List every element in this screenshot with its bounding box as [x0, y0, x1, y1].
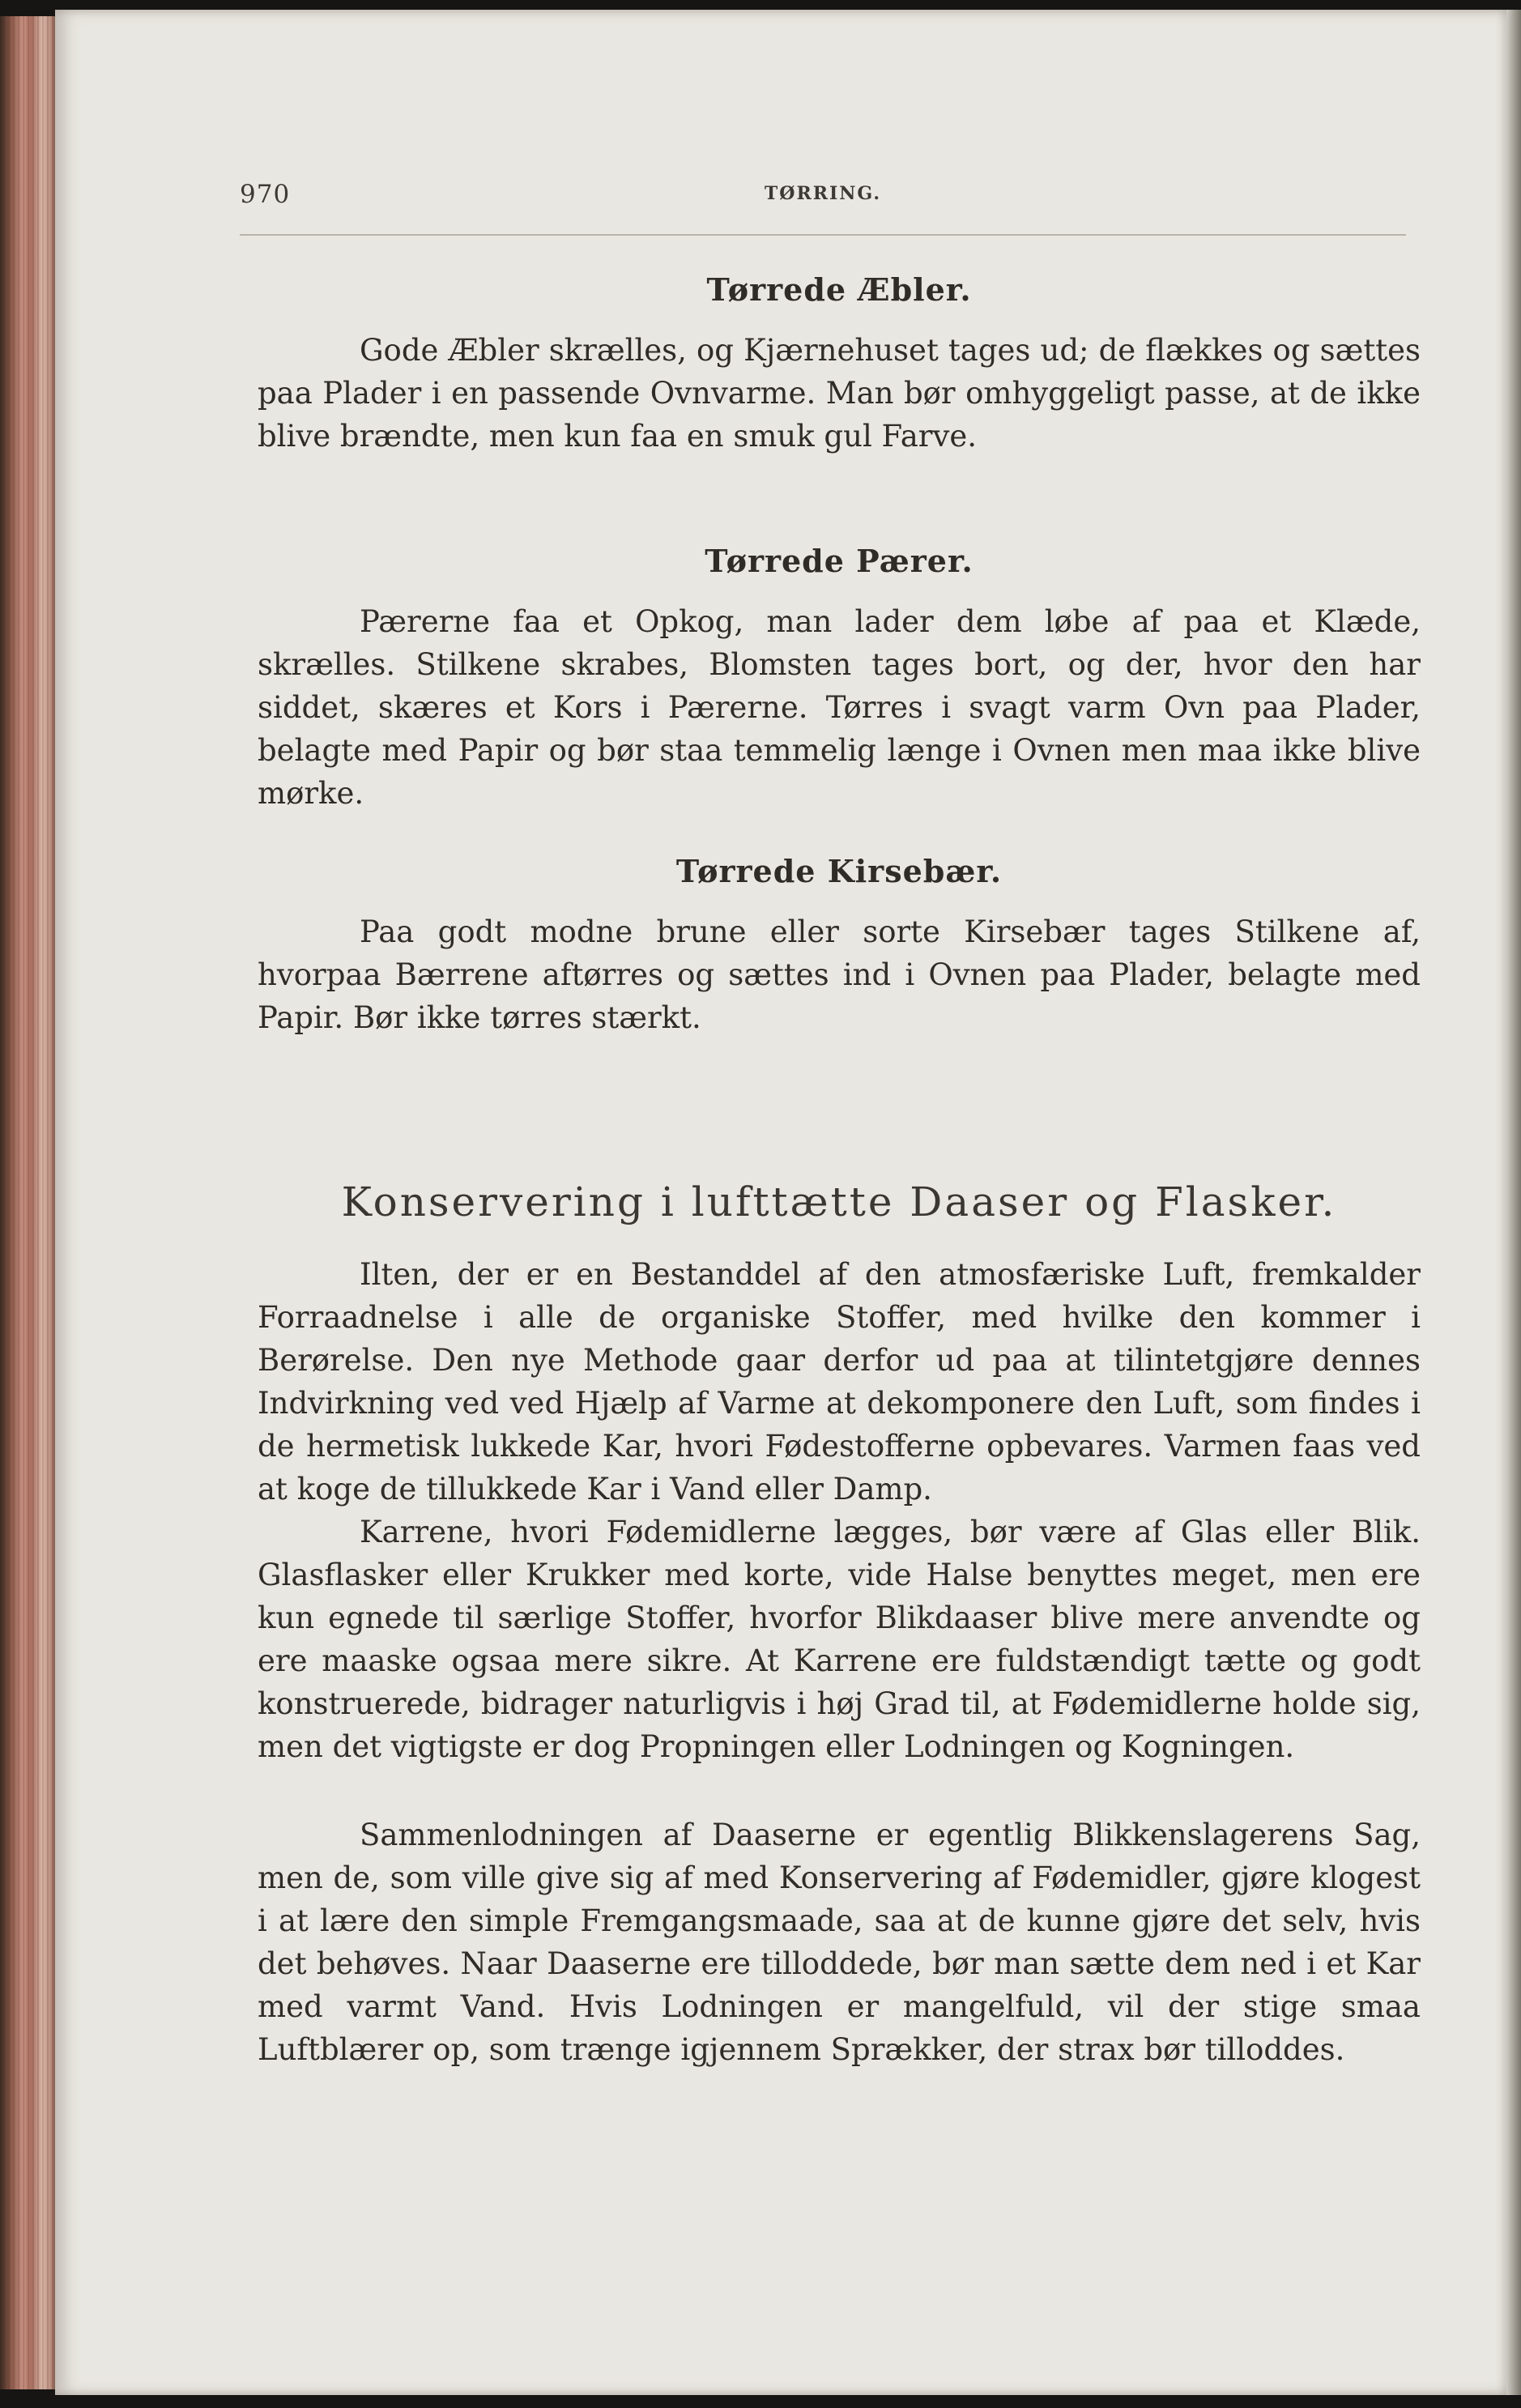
section-title-cherries: Tørrede Kirsebær. [675, 853, 1003, 889]
section-title-pears: Tørrede Pærer. [705, 543, 974, 579]
conservation-paragraph-2: Karrene, hvori Fødemidlerne lægges, bør være af Glas eller Blik. Glasflasker eller Krukker med korte, vide Halse benyttes meget, men ere kun egnede til særlige Stoffer, hvorfor Blikdaaser blive mere anvendte og ere maaske ogsaa mere sikre. At Karrene ere fuldstændigt tætte og godt konstruerede, bidrager naturligvis i høj Grad til, at Fødemidlerne holde sig, men det vigtigste er dog Propningen eller Lodningen og Kogningen. [258, 1515, 1421, 1764]
page-edges [0, 16, 57, 2389]
header-rule [240, 234, 1406, 236]
page-header [240, 180, 1406, 212]
conservation-paragraph-1: Ilten, der er en Bestanddel af den atmosfæriske Luft, fremkalder Forraadnelse i alle de organiske Stoffer, med hvilke den kommer i Berørelse. Den nye Methode gaar derfor ud paa at tilintetgjøre dennes Indvirkning ved ved Hjælp af Varme at dekomponere den Luft, som findes i de hermetisk lukkede Kar, hvori Fødestofferne opbevares. Varmen faas ved at koge de tillukkede Kar i Vand eller Damp. [258, 1257, 1421, 1507]
page-number: 970 [240, 180, 291, 209]
section-title-conservation: Konservering i lufttætte Daaser og Flasker. [341, 1178, 1337, 1225]
conservation-paragraph-3: Sammenlodningen af Daaserne er egentlig Blikkenslagerens Sag, men de, som ville give sig af med Konservering af Fødemidler, gjøre klogest i at lære den simple Fremgangsmaade, saa at de kunne gjøre det selv, hvis det behøves. Naar Daaserne ere tilloddede, bør man sætte dem ned i et Kar med varmt Vand. Hvis Lodningen er mangelfuld, vil der stige smaa Luftblærer op, som trænge igjennem Sprækker, der strax bør tilloddes. [258, 1818, 1421, 2067]
section-text-apples: Gode Æbler skrælles, og Kjærnehuset tages ud; de flækkes og sættes paa Plader i en passende Ovnvarme. Man bør omhyggeligt passe, at de ikke blive brændte, men kun faa en smuk gul Farve. [258, 333, 1421, 454]
section-text-cherries: Paa godt modne brune eller sorte Kirsebær tages Stilkene af, hvorpaa Bærrene aftørres og sættes ind i Ovnen paa Plader, belagte med Papir. Bør ikke tørres stærkt. [258, 914, 1421, 1035]
page-right-edge [1506, 10, 1521, 2395]
section-title-apples: Tørrede Æbler. [706, 271, 972, 308]
running-head: TØRRING. [764, 183, 882, 204]
section-text-pears: Pærerne faa et Opkog, man lader dem løbe af paa et Klæde, skrælles. Stilkene skrabes, Blomsten tages bort, og der, hvor den har siddet, skæres et Kors i Pærerne. Tørres i svagt varm Ovn paa Plader, belagte med Papir og bør staa temmelig længe i Ovnen men maa ikke blive mørke. [258, 604, 1421, 811]
page-content [258, 267, 1421, 2071]
